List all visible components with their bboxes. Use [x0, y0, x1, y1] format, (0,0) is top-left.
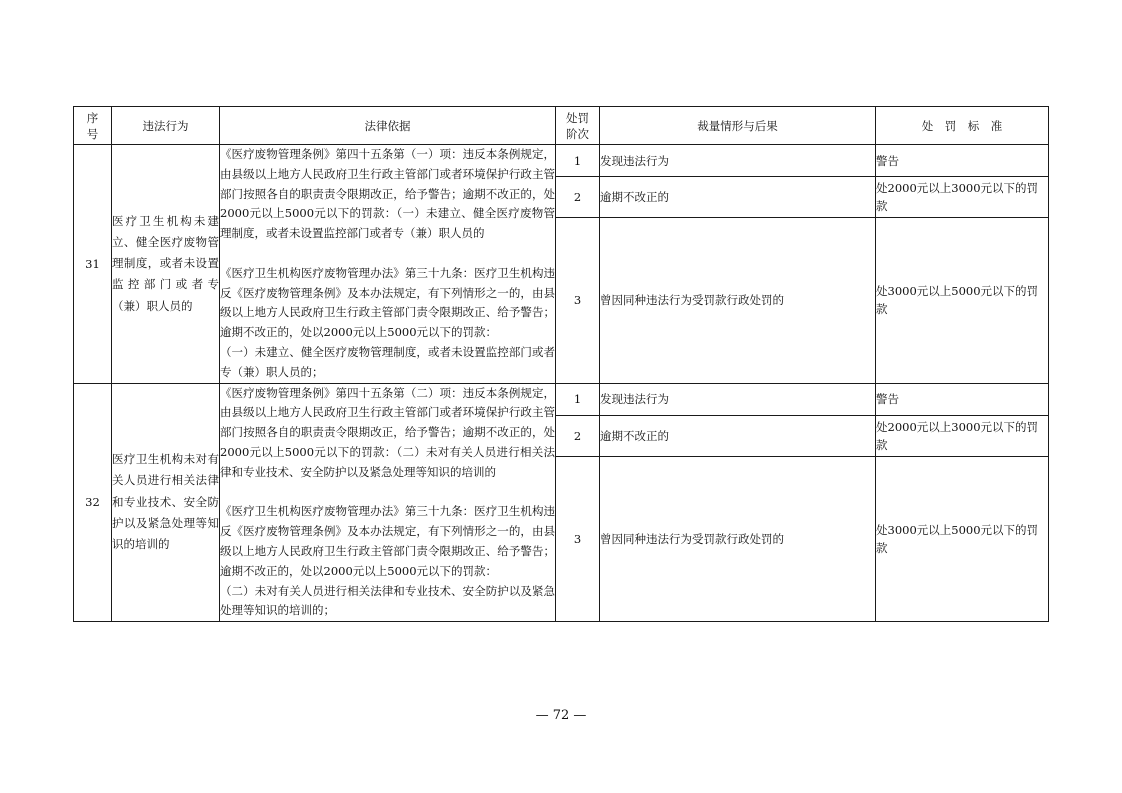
header-behavior: 违法行为 [112, 107, 220, 145]
legal-basis-item: （二）未对有关人员进行相关法律和专业技术、安全防护以及紧急处理等知识的培训的； [220, 583, 555, 618]
tier-penalty: 处3000元以上5000元以下的罚款 [876, 456, 1049, 622]
header-seq: 序号 [74, 107, 112, 145]
header-tier: 处罚阶次 [556, 107, 600, 145]
row-seq: 32 [74, 383, 112, 622]
tier-circumstance: 逾期不改正的 [600, 415, 876, 456]
legal-basis-regulation: 《医疗废物管理条例》第四十五条第（一）项：违反本条例规定，由县级以上地方人民政府卫生行政主管部门或者环境保护行政主管部门按照各自的职责责令限期改正，给予警告；逾期不改正的，处2000元以上5000元以下的罚款：（一）未建立、健全医疗废物管理制度，或者未设置监控部门或者专（兼）职人员的 [220, 147, 555, 241]
tier-penalty: 警告 [876, 145, 1049, 177]
tier-number: 1 [556, 383, 600, 415]
table-row [74, 383, 1049, 415]
row-seq: 31 [74, 145, 112, 384]
tier-circumstance: 发现违法行为 [600, 383, 876, 415]
tier-number: 2 [556, 177, 600, 218]
page-number: — 72 — [535, 708, 587, 723]
tier-circumstance: 曾因同种违法行为受罚款行政处罚的 [600, 456, 876, 622]
row-behavior: 医疗卫生机构未建立、健全医疗废物管理制度，或者未设置监控部门或者专（兼）职人员的 [112, 145, 220, 384]
header-basis: 法律依据 [220, 107, 556, 145]
tier-circumstance: 逾期不改正的 [600, 177, 876, 218]
tier-number: 3 [556, 456, 600, 622]
legal-basis-regulation: 《医疗废物管理条例》第四十五条第（二）项：违反本条例规定，由县级以上地方人民政府卫生行政主管部门或者环境保护行政主管部门按照各自的职责责令限期改正，给予警告；逾期不改正的，处2000元以上5000元以下的罚款：（二）未对有关人员进行相关法律和专业技术、安全防护以及紧急处理等知识的培训的 [220, 385, 555, 479]
legal-basis-item: （一）未建立、健全医疗废物管理制度，或者未设置监控部门或者专（兼）职人员的； [220, 344, 555, 379]
tier-penalty: 处2000元以上3000元以下的罚款 [876, 415, 1049, 456]
tier-circumstance: 曾因同种违法行为受罚款行政处罚的 [600, 218, 876, 384]
legal-basis-measures: 《医疗卫生机构医疗废物管理办法》第三十九条：医疗卫生机构违反《医疗废物管理条例》及本办法规定，有下列情形之一的，由县级以上地方人民政府卫生行政主管部门责令限期改正、给予警告；逾期不改正的，处以2000元以上5000元以下的罚款： [220, 504, 555, 578]
tier-circumstance: 发现违法行为 [600, 145, 876, 177]
header-row [74, 107, 1049, 145]
tier-number: 1 [556, 145, 600, 177]
table-row [74, 145, 1049, 177]
header-standard: 处 罚 标 准 [876, 107, 1049, 145]
tier-penalty: 处2000元以上3000元以下的罚款 [876, 177, 1049, 218]
tier-number: 2 [556, 415, 600, 456]
tier-penalty: 处3000元以上5000元以下的罚款 [876, 218, 1049, 384]
penalty-table [73, 106, 1049, 622]
row-legal-basis [220, 145, 556, 384]
tier-number: 3 [556, 218, 600, 384]
tier-penalty: 警告 [876, 383, 1049, 415]
row-legal-basis [220, 383, 556, 622]
row-behavior: 医疗卫生机构未对有关人员进行相关法律和专业技术、安全防护以及紧急处理等知识的培训的 [112, 383, 220, 622]
header-circumstance: 裁量情形与后果 [600, 107, 876, 145]
legal-basis-measures: 《医疗卫生机构医疗废物管理办法》第三十九条：医疗卫生机构违反《医疗废物管理条例》及本办法规定，有下列情形之一的，由县级以上地方人民政府卫生行政主管部门责令限期改正、给予警告；逾期不改正的，处以2000元以上5000元以下的罚款： [220, 265, 555, 340]
